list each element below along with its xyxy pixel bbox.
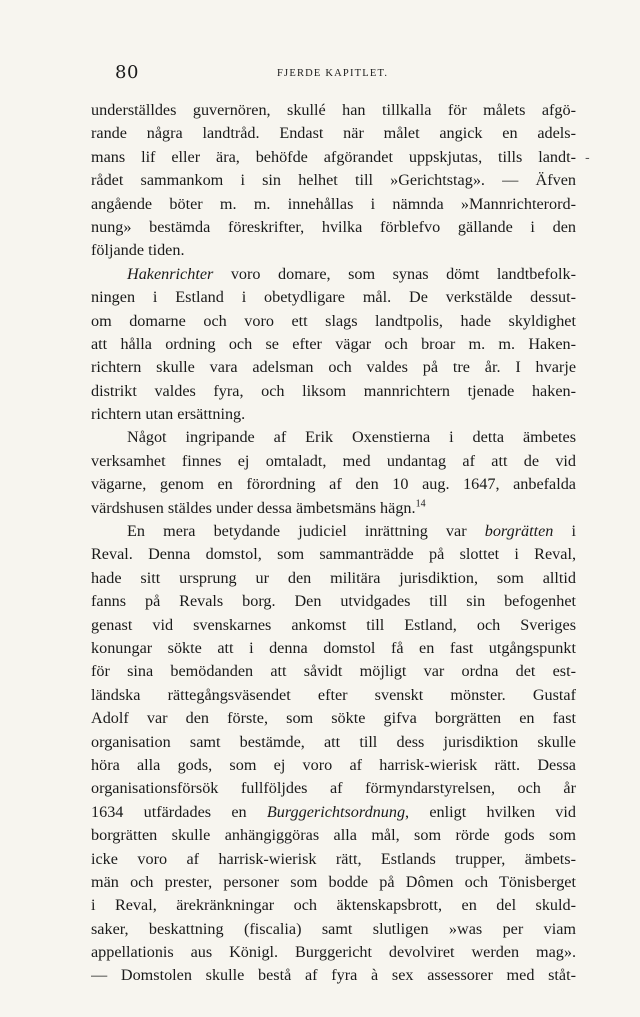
text-line (91, 707, 576, 730)
line-text: angående böter m. m. innehållas i nämnda »Mannrichterord- (91, 194, 576, 213)
text-line (91, 122, 576, 145)
line-text: värdshusen stäldes under dessa ämbetsmäns hägn. (91, 498, 416, 517)
text-line (91, 169, 576, 192)
line-text: icke voro af harrisk-wierisk rätt, Estlands trupper, ämbets- (91, 849, 576, 868)
line-text: organisation samt bestämde, att till dess jurisdiktion skulle (91, 732, 576, 751)
text-line (91, 426, 576, 449)
text-line (91, 824, 576, 847)
line-text-tail: , enligt hvilken vid (405, 802, 576, 821)
line-text: richtern skulle vara adelsman och valdes på tre år. I hvarje (91, 358, 576, 377)
text-line (91, 520, 576, 543)
text-line (91, 216, 576, 239)
text-line (91, 450, 576, 473)
line-text: Reval. Denna domstol, som sammanträdde på slottet i Reval, (91, 545, 576, 564)
line-text: ningen i Estland i obetydligare mål. De verkstälde dessut- (91, 288, 576, 307)
line-text: konungar sökte att i denna domstol få en fast utgångspunkt (91, 638, 576, 657)
text-line (91, 637, 576, 660)
line-text-tail: i (553, 522, 576, 541)
text-line (91, 848, 576, 871)
line-text: distrikt valdes fyra, och liksom mannrichtern tjenade haken- (91, 381, 576, 400)
text-line (91, 684, 576, 707)
line-text: appellationis aus Königl. Burggericht devolviret werden mag». (91, 943, 576, 962)
text-line (91, 333, 576, 356)
line-text: organisationsförsök fullföljdes af förmyndarstyrelsen, och år (91, 779, 576, 798)
line-text: rande några landtråd. Endast när målet angick en adels- (91, 124, 576, 143)
page-number: 80 (115, 62, 139, 83)
line-text: voro domare, som synas dömt landtbefolk- (213, 264, 576, 283)
text-line (91, 286, 576, 309)
line-text: verksamhet finnes ej omtaladt, med undantag af att de vid (91, 451, 576, 470)
line-text: genast vid svenskarnes ankomst till Estland, och Sveriges (91, 615, 576, 634)
line-text: rådet sammankom i sin helhet till »Gerichtstag». — Äfven (91, 171, 576, 190)
text-line (91, 590, 576, 613)
text-line (91, 146, 576, 169)
page-header (91, 62, 576, 86)
line-text: borgrätten skulle anhängiggöras alla mål, som rörde gods som (91, 826, 576, 845)
line-text: män och prester, personer som bodde på Dômen och Tönisberget (91, 872, 576, 891)
line-text: richtern utan ersättning. (91, 405, 246, 424)
text-line (91, 403, 576, 426)
text-line (91, 777, 576, 800)
text-line (91, 239, 576, 262)
text-line (91, 754, 576, 777)
text-line (91, 99, 576, 122)
line-text: för sina bemödanden att såvidt möjligt var ordna det est- (91, 662, 576, 681)
italic-term: Hakenrichter (127, 264, 214, 283)
text-line (91, 310, 576, 333)
text-line (91, 497, 576, 520)
text-line (91, 964, 576, 987)
text-line (91, 380, 576, 403)
text-line (91, 543, 576, 566)
line-text: 1634 utfärdades en (91, 802, 267, 821)
line-text: Adolf var den förste, som sökte gifva borgrätten en fast (91, 709, 576, 728)
text-line (91, 356, 576, 379)
text-line (91, 614, 576, 637)
text-line (91, 801, 576, 824)
body-text (91, 99, 576, 988)
italic-term: borgrätten (484, 522, 554, 541)
footnote-marker[interactable]: 14 (415, 498, 426, 510)
line-text: hade sitt ursprung ur den militära jurisdiktion, som alltid (91, 568, 576, 587)
line-text: — Domstolen skulle bestå af fyra à sex assessorer med ståt- (91, 966, 576, 985)
line-text: En mera betydande judiciel inrättning var (127, 522, 485, 541)
margin-mark: - (585, 150, 590, 166)
line-text: nung» bestämda föreskrifter, hvilka förblefvo gällande i den (91, 217, 576, 236)
line-text: vägarne, genom en förordning af den 10 aug. 1647, anbefalda (91, 475, 576, 494)
line-text: att hålla ordning och se efter vägar och broar m. m. Haken- (91, 334, 576, 353)
line-text: Något ingripande af Erik Oxenstierna i detta ämbetes (127, 428, 576, 447)
line-text: saker, beskattning (fiscalia) samt slutligen »was per viam (91, 919, 576, 938)
text-line (91, 567, 576, 590)
line-text: om domarne och voro ett slags landtpolis, hade skyldighet (91, 311, 576, 330)
line-text: fanns på Revals borg. Den utvidgades till sin befogenhet (91, 592, 576, 611)
line-text: höra alla gods, som ej voro af harrisk-wierisk rätt. Dessa (91, 755, 576, 774)
text-line (91, 660, 576, 683)
line-text: i Reval, ärekränkningar och äktenskapsbrott, en del skuld- (91, 896, 576, 915)
text-line (91, 871, 576, 894)
text-line (91, 193, 576, 216)
running-title: FJERDE KAPITLET. (277, 68, 389, 79)
text-line (91, 263, 576, 286)
line-text: mans lif eller ära, behöfde afgörandet uppskjutas, tills landt- (91, 147, 576, 166)
text-line (91, 894, 576, 917)
line-text: ländska rättegångsväsendet efter svenskt mönster. Gustaf (91, 685, 576, 704)
italic-term: Burggerichtsordnung (266, 802, 406, 821)
text-line (91, 731, 576, 754)
line-text: underställdes guvernören, skullé han tillkalla för målets afgö- (91, 101, 576, 119)
line-text: följande tiden. (91, 241, 185, 260)
text-line (91, 918, 576, 941)
text-line (91, 941, 576, 964)
text-line (91, 473, 576, 496)
